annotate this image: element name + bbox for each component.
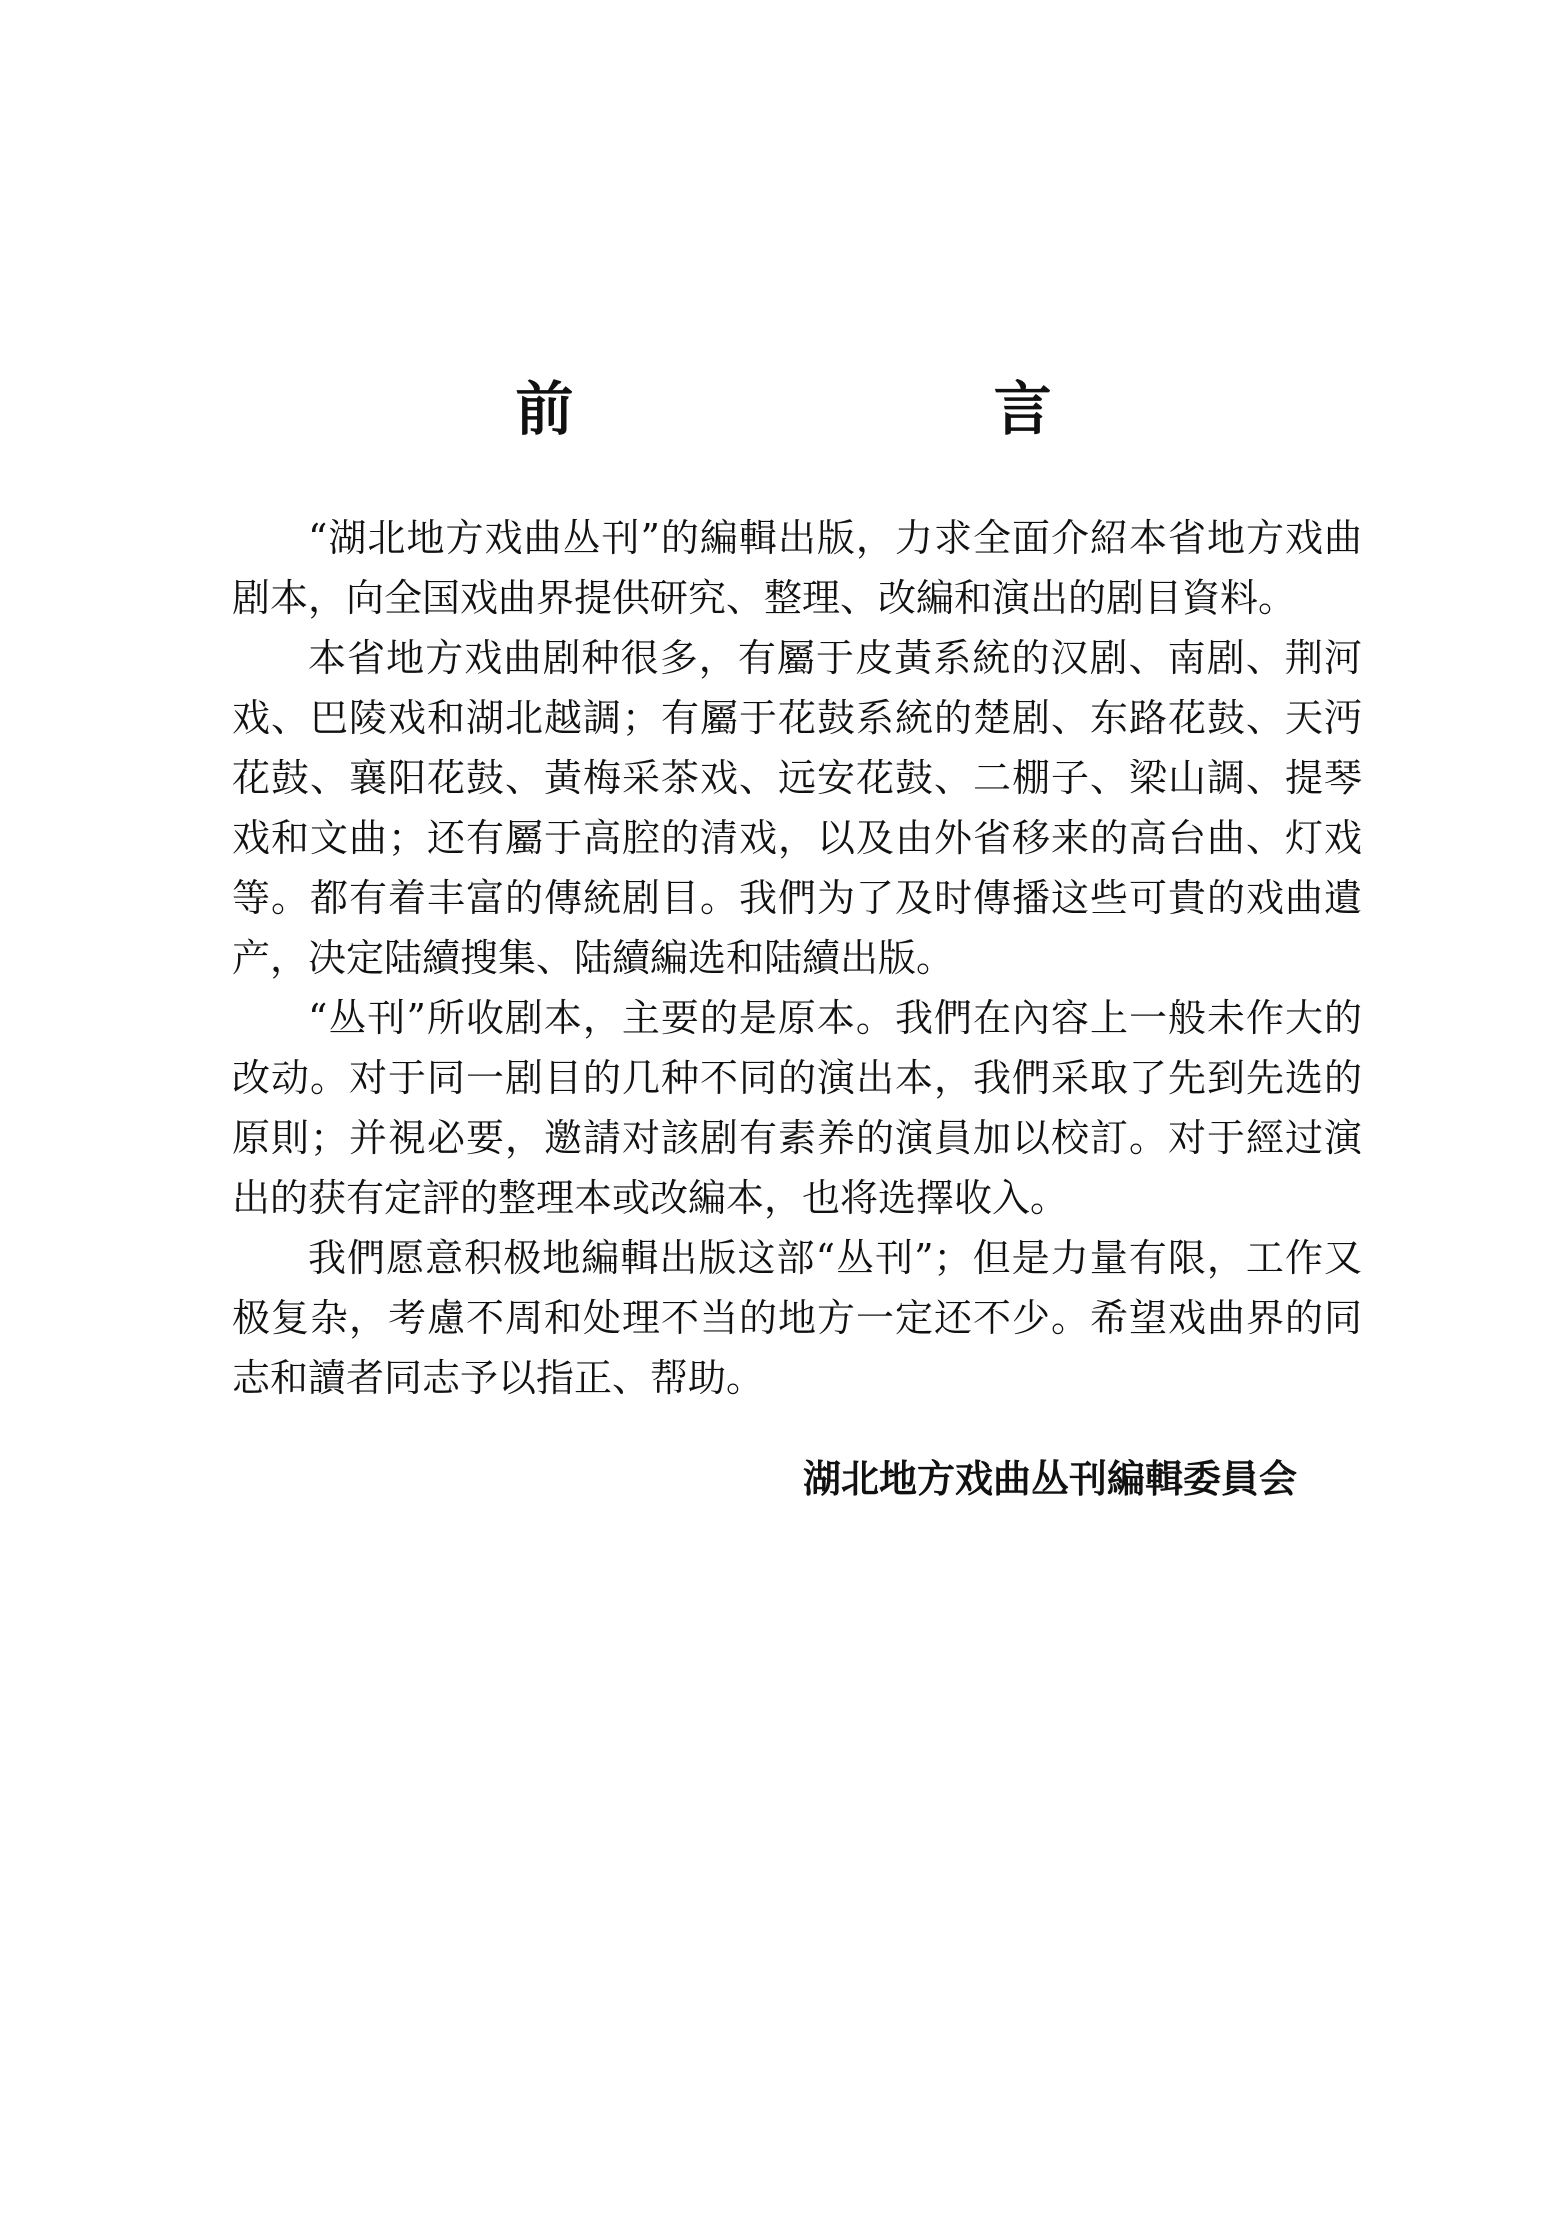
paragraph-2: 本省地方戏曲剧种很多，有屬于皮黃系統的汉剧、南剧、荆河戏、巴陵戏和湖北越調；有屬于花鼓系統的楚剧、东路花鼓、天沔花鼓、襄阳花鼓、黃梅采茶戏、远安花鼓、二棚子、梁山調、提琴戏和文曲；还有屬于高腔的清戏，以及由外省移来的高台曲、灯戏等。都有着丰富的傳統剧目。我們为了及时傳播这些可貴的戏曲遺产，决定陆續搜集、陆續編选和陆續出版。 xyxy=(232,636,1362,980)
paragraph-1: “湖北地方戏曲丛刊”的編輯出版，力求全面介紹本省地方戏曲剧本，向全国戏曲界提供研究、整理、改編和演出的剧目資料。 xyxy=(232,516,1362,620)
paragraph-4: 我們愿意积极地編輯出版这部“丛刊”；但是力量有限，工作又极复杂，考慮不周和处理不当的地方一定还不少。希望戏曲界的同志和讀者同志予以指正、帮助。 xyxy=(232,1236,1362,1400)
page-title: 前 言 xyxy=(515,375,1252,443)
paragraph-3: “丛刊”所收剧本，主要的是原本。我們在內容上一般未作大的改动。对于同一剧目的几种不同的演出本，我們采取了先到先选的原則；并視必要，邀請对該剧有素养的演員加以校訂。对于經过演出的获有定評的整理本或改編本，也将选擇收入。 xyxy=(232,996,1362,1220)
editorial-committee-signature: 湖北地方戏曲丛刊編輯委員会 xyxy=(802,1457,1297,1501)
preface-body xyxy=(232,508,1362,1408)
